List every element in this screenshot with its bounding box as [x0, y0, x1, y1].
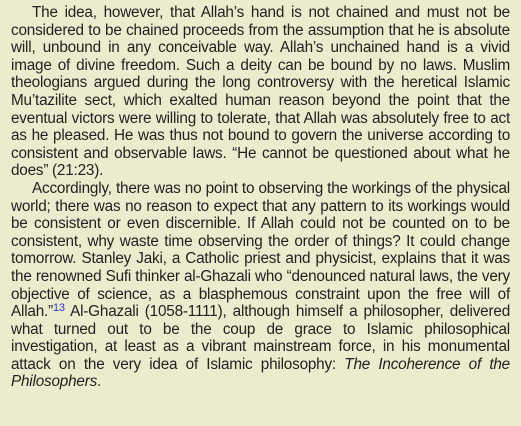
paragraph-1: The idea, however, that Allah’s hand is not chained and must not be considered to be chained proceeds from the assumption that he is absolute will, unbound in any conceivable way. Allah’s unchained hand is a vivid image of divine freedom. Such a deity can be bound by no laws. Muslim theologians argued during the long controversy with the heretical Islamic Mu’tazilite sect, which exalted human reason beyond the point that the eventual victors were willing to tolerate, that Allah was absolutely free to act as he pleased. He was thus not bound to govern the universe according to consistent and observable laws. “He cannot be questioned about what he does” (21:23).: [11, 4, 510, 180]
footnote-reference-link[interactable]: 13: [52, 302, 65, 315]
book-title: The Incoherence of the Philosophers: [11, 355, 510, 391]
paragraph-2-text-before-note: Accordingly, there was no point to observing the workings of the physical world; there was no reason to expect that any pattern to its workings would be consistent or even discernible. If Allah could not be counted on to be consistent, why waste time observing the order of things? It could change tomorrow. Stanley Jaki, a Catholic priest and physicist, explains that it was the renowned Sufi thinker al-Ghazali who “denounced natural laws, the very objective of science, as a blasphemous constraint upon the free will of Allah.”: [11, 179, 510, 321]
paragraph-2-text-after-note: Al-Ghazali (1058-1111), although himself a philosopher, delivered what turned out to be the coup de grace to Islamic philosophical investigation, at least as a vibrant mainstream force, in his monumental attack on the very idea of Islamic philosophy:: [11, 303, 510, 373]
final-punctuation: .: [97, 373, 102, 391]
paragraph-2: [11, 180, 510, 391]
